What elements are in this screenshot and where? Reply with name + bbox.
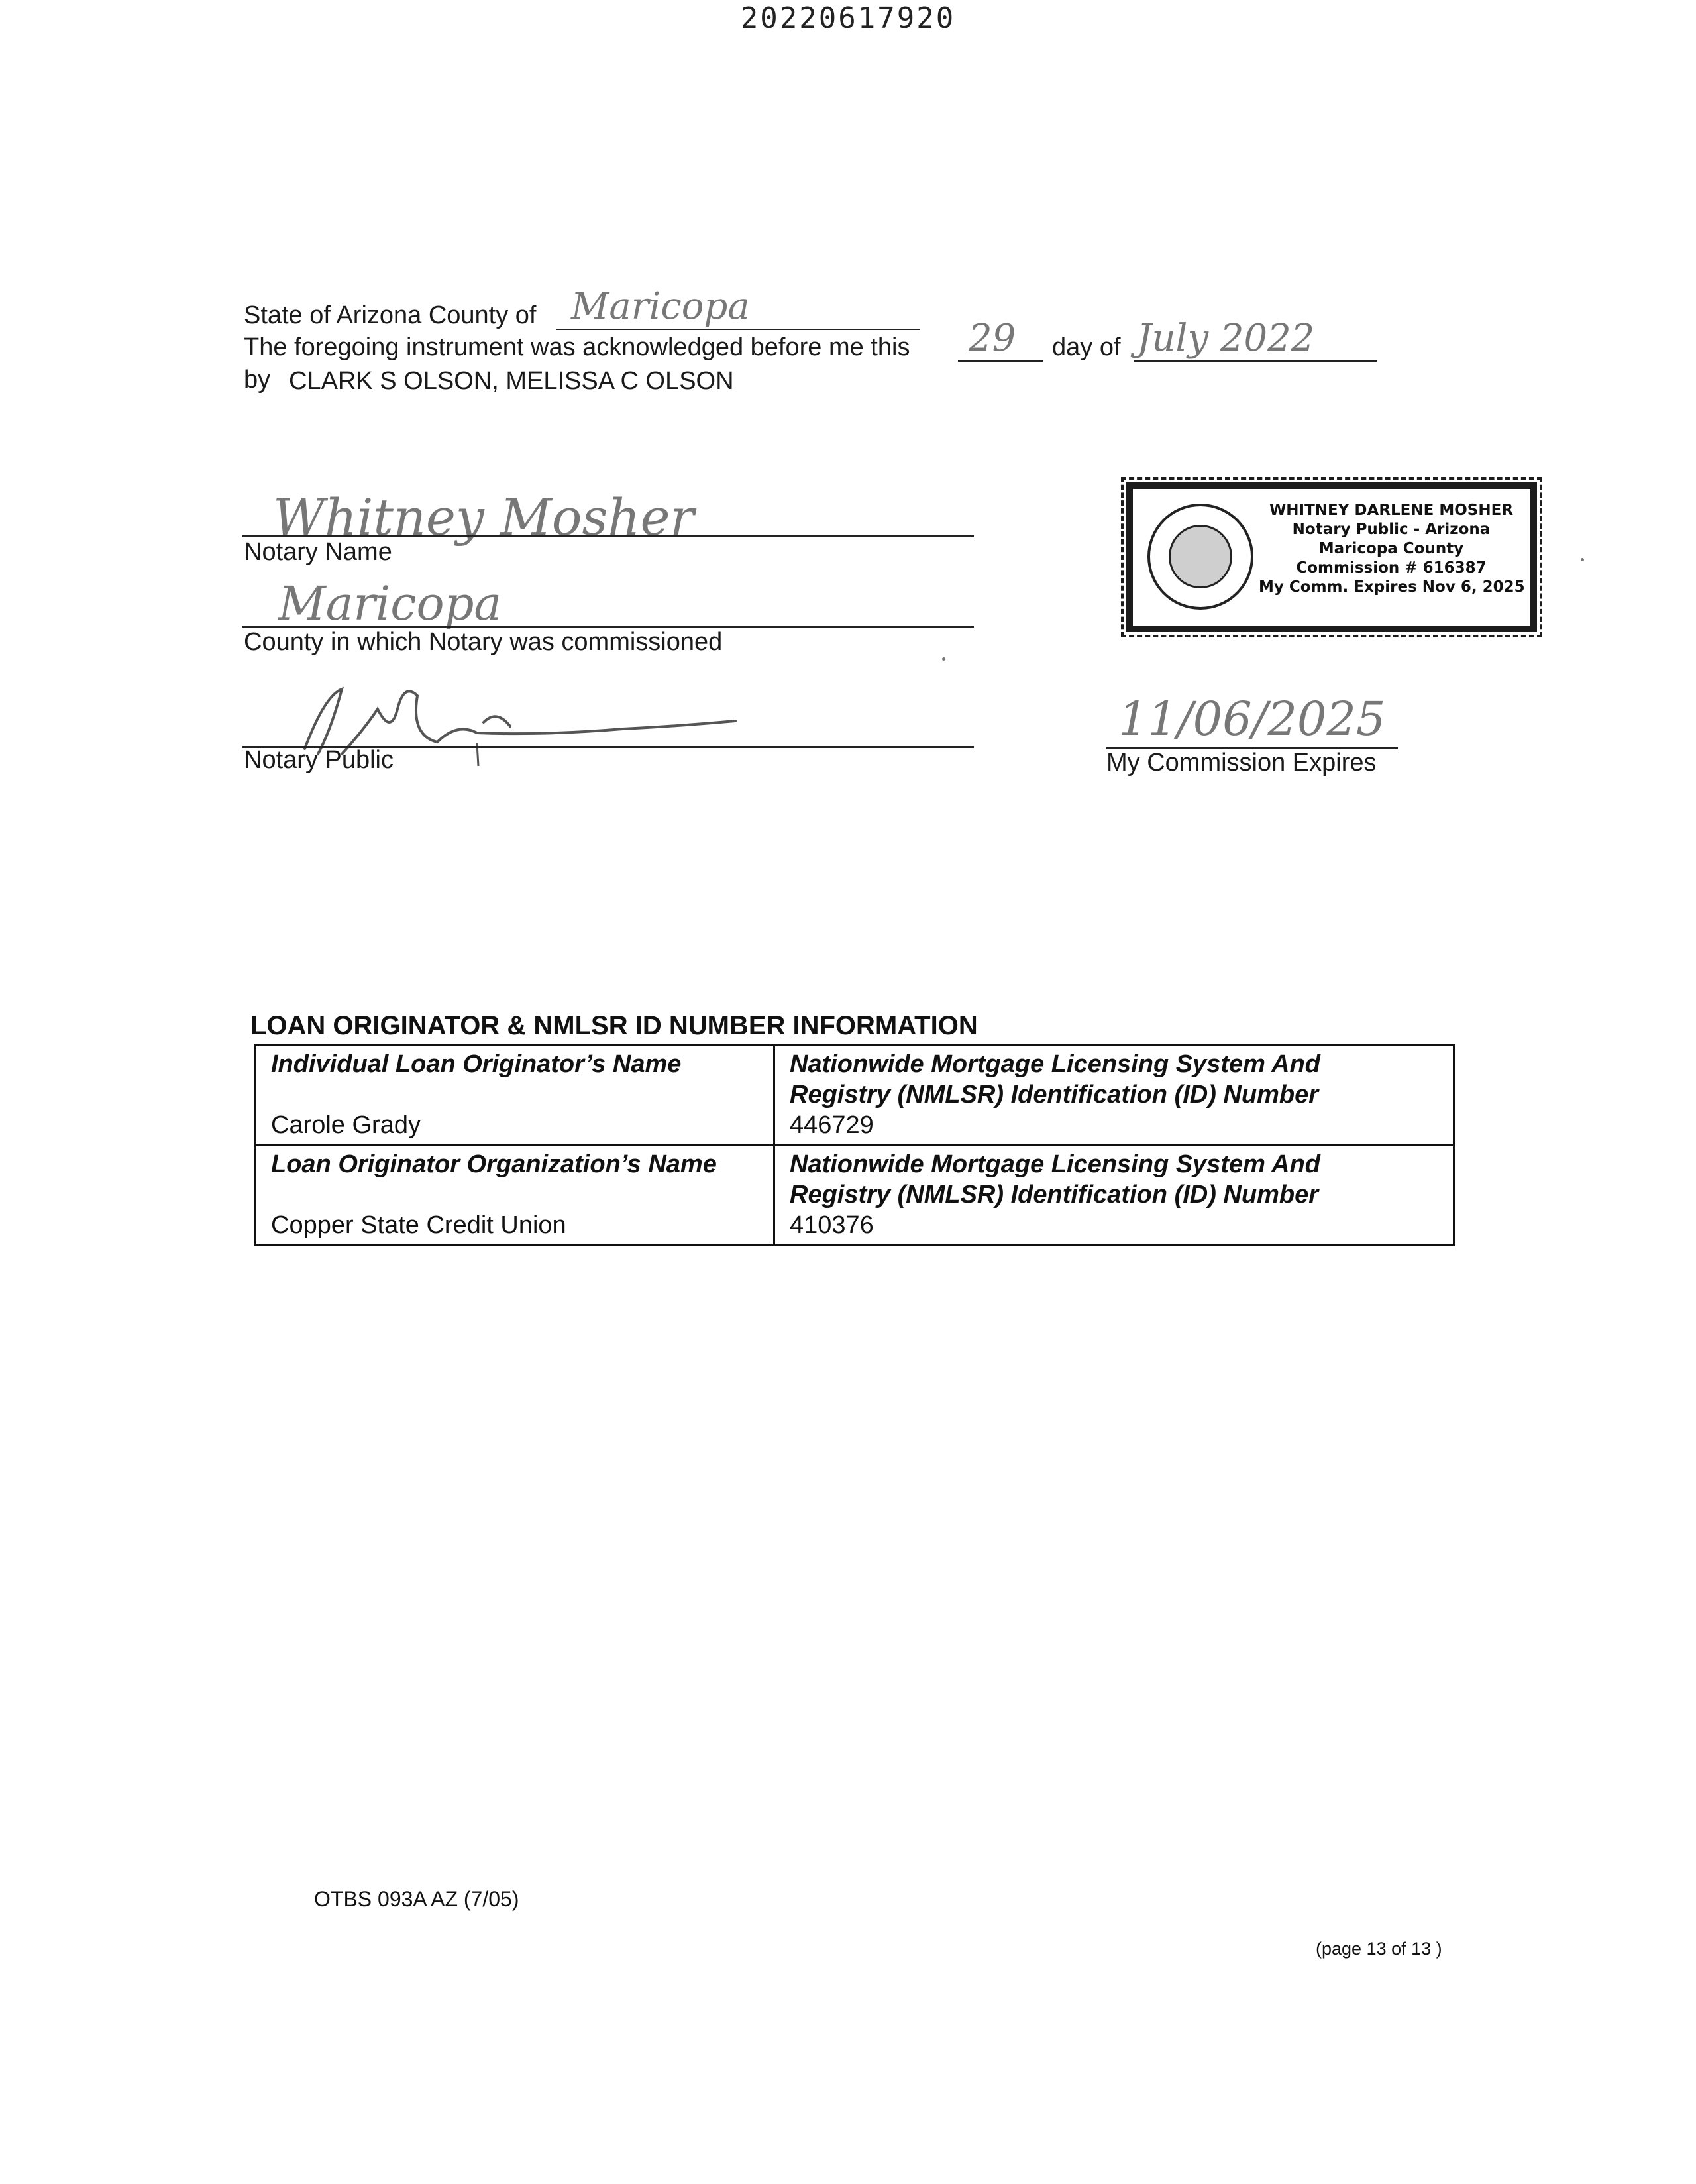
instrument-text: The foregoing instrument was acknowledged before me this: [244, 333, 910, 361]
table-row: [256, 1046, 1454, 1146]
notary-public-label: Notary Public: [244, 746, 394, 774]
cell-header: Registry (NMLSR) Identification (ID) Number: [790, 1081, 1319, 1109]
cell-header: Loan Originator Organization’s Name: [271, 1150, 717, 1178]
state-seal-icon: [1147, 504, 1253, 610]
table-cell: [774, 1046, 1454, 1146]
cell-value: Copper State Credit Union: [271, 1211, 566, 1239]
notary-county-label: County in which Notary was commissioned: [244, 628, 723, 656]
form-code: OTBS 093A AZ (7/05): [314, 1887, 519, 1911]
table-row: [256, 1146, 1454, 1246]
month-year-handwritten: July 2022: [1137, 317, 1315, 360]
by-label: by: [244, 366, 271, 394]
stamp-name: WHITNEY DARLENE MOSHER: [1269, 502, 1514, 519]
state-county-prefix: State of Arizona County of: [244, 301, 537, 329]
notary-county-line: [242, 626, 974, 628]
document-number: 20220617920: [740, 1, 956, 35]
page-number: (page 13 of 13 ): [1316, 1939, 1442, 1959]
section-heading: LOAN ORIGINATOR & NMLSR ID NUMBER INFORMATION: [250, 1011, 978, 1040]
stamp-commission: Commission # 616387: [1296, 559, 1487, 576]
commission-expires-handwritten: 11/06/2025: [1118, 692, 1386, 746]
stamp-title: Notary Public - Arizona: [1292, 521, 1491, 538]
notary-stamp: [1126, 482, 1537, 632]
scan-speck: [942, 657, 945, 661]
signers-names: CLARK S OLSON, MELISSA C OLSON: [289, 367, 734, 395]
table-cell: [256, 1146, 774, 1246]
cell-header: Individual Loan Originator’s Name: [271, 1050, 682, 1078]
notary-name-label: Notary Name: [244, 538, 392, 566]
table-cell: [774, 1146, 1454, 1246]
cell-value: 410376: [790, 1211, 874, 1239]
notary-county-handwritten: Maricopa: [278, 576, 502, 631]
day-of-text: day of: [1052, 333, 1121, 361]
stamp-county: Maricopa County: [1318, 540, 1464, 557]
stamp-expires: My Comm. Expires Nov 6, 2025: [1259, 578, 1525, 596]
scan-speck: [1581, 558, 1584, 561]
notary-name-line: [242, 535, 974, 537]
county-handwritten: Maricopa: [571, 285, 750, 328]
loan-originator-table: [254, 1044, 1455, 1246]
day-handwritten: 29: [969, 317, 1016, 360]
cell-header: Registry (NMLSR) Identification (ID) Number: [790, 1181, 1319, 1209]
cell-header: Nationwide Mortgage Licensing System And: [790, 1050, 1320, 1078]
stamp-text: [1259, 501, 1524, 597]
table-cell: [256, 1046, 774, 1146]
cell-header: Nationwide Mortgage Licensing System And: [790, 1150, 1320, 1178]
cell-value: 446729: [790, 1111, 874, 1139]
cell-value: Carole Grady: [271, 1111, 421, 1139]
commission-expires-label: My Commission Expires: [1106, 749, 1377, 777]
notary-name-handwritten: Whitney Mosher: [273, 488, 694, 547]
